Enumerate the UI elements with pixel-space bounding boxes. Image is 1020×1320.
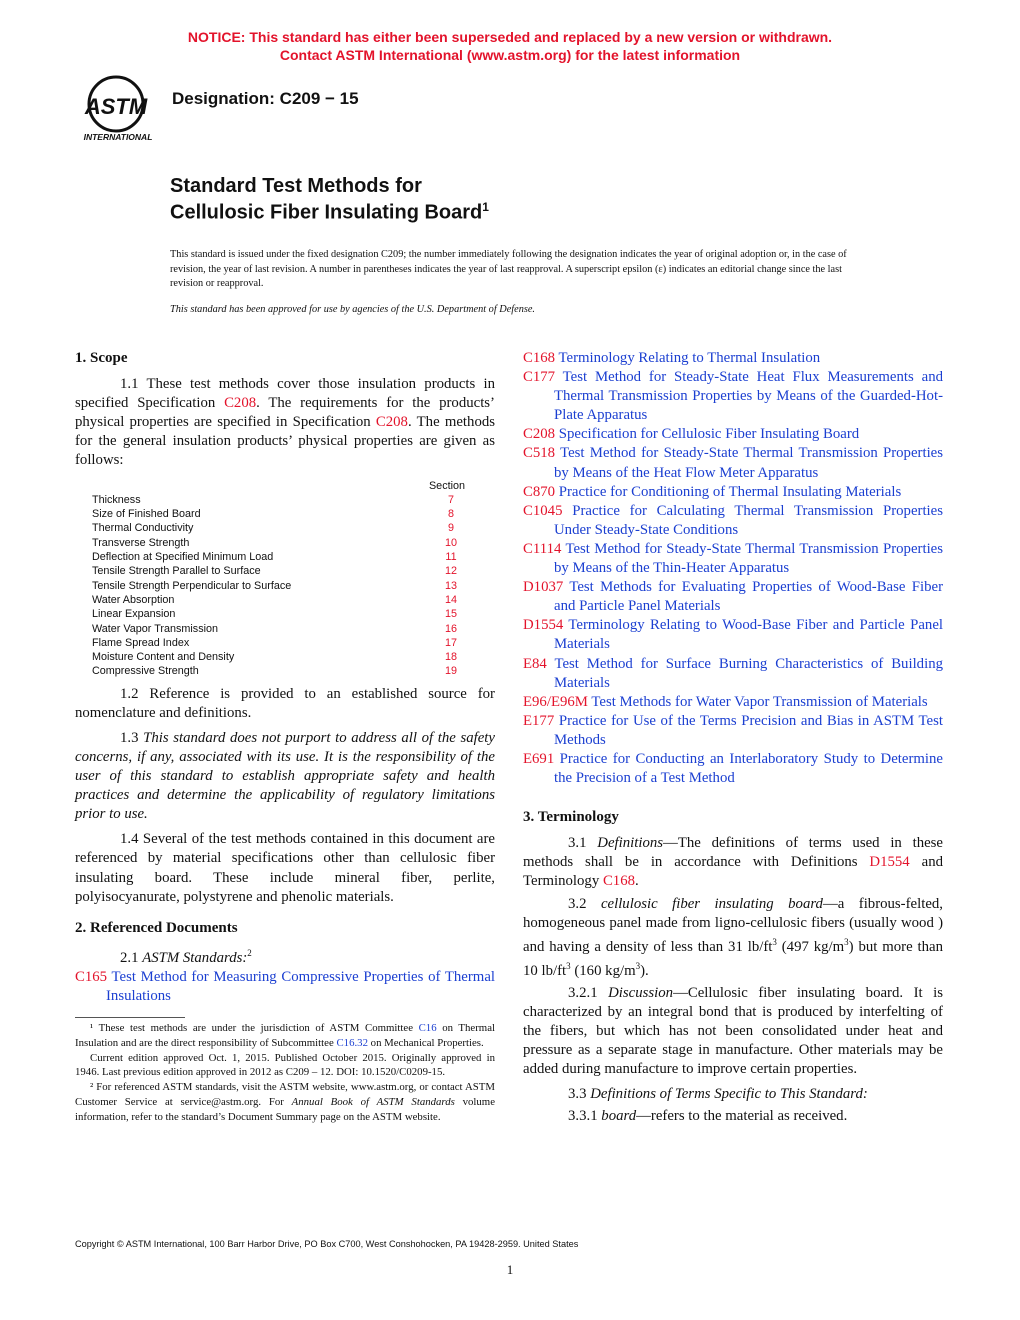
link-d1554[interactable]: D1554 (869, 854, 910, 871)
logo-text: ASTM (84, 94, 148, 119)
section-name: Compressive Strength (92, 665, 199, 678)
section-2-heading: 2. Referenced Documents (75, 919, 238, 936)
section-name: Water Vapor Transmission (92, 622, 219, 635)
reference-title-link[interactable]: Terminology Relating to Wood-Base Fiber and Particle Panel Materials (554, 617, 943, 653)
section-1-heading: 1. Scope (75, 350, 128, 366)
para-3-1: 3.1 Definitions—The definitions of terms used in these methods shall be in accordance with Definitions D1554 and Terminology C168. (523, 835, 943, 890)
reference-title-link[interactable]: Test Method for Measuring Compressive Properties of Thermal Insulations (106, 968, 495, 1004)
reference-item (523, 616, 943, 654)
reference-code-link[interactable]: D1037 (523, 579, 564, 596)
notice-banner (0, 28, 1020, 64)
reference-item (523, 712, 943, 750)
section-table-row (75, 521, 495, 535)
reference-code-link[interactable]: E96/E96M (523, 693, 588, 710)
reference-code-link[interactable]: C518 (523, 445, 556, 462)
reference-title-link[interactable]: Test Method for Steady-State Thermal Transmission Properties by Means of the Heat Flow Meter Apparatus (554, 445, 943, 481)
reference-code-link[interactable]: C1045 (523, 502, 563, 519)
link-c208-2[interactable]: C208 (375, 414, 408, 431)
section-name: Flame Spread Index (92, 636, 190, 649)
para-3-3-1: 3.3.1 board—refers to the material as received. (568, 1108, 848, 1125)
section-table-row (75, 593, 495, 607)
section-table-row (75, 664, 495, 678)
section-number-link[interactable]: 9 (447, 522, 454, 535)
section-3-heading: 3. Terminology (523, 809, 619, 826)
preamble: This standard is issued under the fixed designation C209; the number immediately following the designation indicates the year of original adoption or, in the case of revision, the year of last revision. A number in parentheses indicates the year of last reapproval. A superscript epsilon (ε) indicates an editorial change since the last revision or reapproval. (170, 249, 847, 289)
section-label: Section (428, 479, 465, 492)
section-table-row (75, 564, 495, 578)
section-number-link[interactable]: 12 (444, 565, 457, 578)
reference-item (75, 968, 495, 1006)
section-number-link[interactable]: 17 (444, 636, 457, 649)
reference-title-link[interactable]: Practice for Conducting an Interlaboratory Study to Determine the Precision of a Test Method (554, 750, 943, 787)
section-number-link[interactable]: 19 (444, 665, 457, 678)
left-column (75, 349, 495, 1006)
title-line-2: Cellulosic Fiber Insulating Board$^1$ (170, 200, 489, 224)
section-table-row (75, 550, 495, 564)
reference-code-link[interactable]: D1554 (523, 617, 564, 634)
reference-code-link[interactable]: C168 (523, 350, 556, 366)
section-number-link[interactable]: 7 (447, 493, 454, 506)
link-c16[interactable]: C16 (418, 1022, 437, 1034)
reference-code-link[interactable]: E691 (523, 750, 555, 767)
reference-item (523, 502, 943, 540)
para-1-1: 1.1 These test methods cover those insulation products in specified Specification C208. The requirements for the products’ physical properties are specified in Specification C208. The methods for the general insulation products’ physical properties are given as follows: (75, 376, 496, 469)
section-name: Thermal Conductivity (92, 522, 194, 535)
reference-code-link[interactable]: C1114 (523, 540, 562, 557)
section-number-link[interactable]: 15 (444, 608, 457, 621)
copyright: Copyright © ASTM International, 100 Barr Harbor Drive, PO Box C700, West Conshohocken, PA 19428-2959. United States (75, 1239, 579, 1249)
reference-item (523, 655, 943, 693)
designation: Designation: C209 − 15 (172, 89, 359, 108)
reference-title-link[interactable]: Practice for Calculating Thermal Transmission Properties Under Steady-State Conditions (554, 502, 943, 538)
section-table-row (75, 607, 495, 621)
section-table-row (75, 493, 495, 507)
section-name: Water Absorption (92, 593, 175, 606)
reference-code-link[interactable]: C870 (523, 483, 556, 500)
reference-title-link[interactable]: Test Method for Steady-State Heat Flux Measurements and Thermal Transmission Properties by Means of the Guarded-Hot-Plate Apparatus (554, 369, 943, 424)
reference-item (523, 425, 943, 444)
link-c208[interactable]: C208 (224, 395, 257, 412)
section-number-link[interactable]: 8 (447, 508, 454, 521)
section-name: Moisture Content and Density (92, 651, 235, 664)
section-table (75, 479, 495, 679)
page-number: 1 (506, 1262, 514, 1277)
section-table-row (75, 507, 495, 521)
reference-title-link[interactable]: Test Methods for Evaluating Properties of Wood-Base Fiber and Particle Panel Materials (554, 579, 943, 615)
reference-title-link[interactable]: Test Method for Surface Burning Characteristics of Building Materials (546, 655, 943, 691)
astm-logo-icon (74, 74, 164, 146)
footnotes (75, 1021, 495, 1125)
reference-title-link[interactable]: Test Method for Steady-State Thermal Transmission Properties by Means of the Thin-Heater Apparatus (554, 540, 943, 577)
title-footnote-ref: 1 (482, 200, 489, 214)
para-1-3: 1.3 This standard does not purport to address all of the safety concerns, if any, associated with its use. It is the responsibility of the user of this standard to establish appropriate safety and health practices and determine the applicability of regulatory limitations prior to use. (75, 729, 495, 823)
link-c16-32[interactable]: C16.32 (336, 1036, 368, 1049)
dod-approval: This standard has been approved for use by agencies of the U.S. Department of Defense. (170, 304, 536, 315)
footnote-rule (75, 1017, 185, 1018)
reference-item (523, 693, 943, 712)
footnote-2: ² For referenced ASTM standards, visit the ASTM website, www.astm.org, or contact ASTM Customer Service at service@astm.org. For Annual Book of ASTM Standards volume information, refer to the standard’s Document Summary page on the ASTM website. (75, 1081, 495, 1123)
section-name: Deflection at Specified Minimum Load (92, 551, 274, 564)
reference-title-link[interactable]: Practice for Conditioning of Thermal Insulating Materials (555, 483, 902, 500)
notice-line-2: Contact ASTM International (www.astm.org) for the latest information (279, 47, 741, 63)
reference-title-link[interactable]: Test Methods for Water Vapor Transmission of Materials (587, 693, 928, 710)
refs-right (523, 349, 943, 788)
section-name: Size of Finished Board (92, 508, 201, 521)
footnote-1-edition: Current edition approved Oct. 1, 2015. Published October 2015. Originally approved in 1946. Last previous edition approved in 2012 as C209 – 12. DOI: 10.1520/C0209-15. (75, 1051, 495, 1079)
para-2-1: 2.1 ASTM Standards:$^2$ (120, 947, 252, 966)
section-name: Tensile Strength Perpendicular to Surface (92, 579, 292, 592)
reference-code-link[interactable]: E177 (523, 712, 555, 729)
reference-code-link[interactable]: E84 (523, 655, 547, 672)
reference-item (523, 540, 943, 578)
para-1-2: 1.2 Reference is provided to an established source for nomenclature and definitions. (75, 685, 495, 721)
section-table-row (75, 579, 495, 593)
right-column (523, 349, 943, 1126)
para-3-3: 3.3 Definitions of Terms Specific to This Standard: (568, 1086, 868, 1103)
section-table-row (75, 536, 495, 550)
reference-title-link[interactable]: Terminology Relating to Thermal Insulation (555, 350, 821, 366)
section-name: Tensile Strength Parallel to Surface (92, 565, 261, 578)
section-number-link[interactable]: 14 (444, 593, 457, 606)
section-number-link[interactable]: 18 (444, 651, 457, 664)
reference-item (523, 483, 943, 502)
link-c168[interactable]: C168 (602, 873, 636, 890)
section-number-link[interactable]: 10 (444, 536, 457, 549)
reference-title-link[interactable]: Practice for Use of the Terms Precision and Bias in ASTM Test Methods (554, 712, 943, 748)
reference-item (523, 444, 943, 482)
reference-item (523, 578, 943, 616)
section-name: Transverse Strength (92, 536, 190, 549)
section-table-row (75, 650, 495, 664)
reference-item (523, 349, 943, 368)
para-1-4: 1.4 Several of the test methods contained in this document are referenced by material specifications other than cellulosic fiber insulating board. These include mineral fiber, perlite, polyisocyanurate, polystyrene and phenolic materials. (75, 831, 495, 905)
section-number-link[interactable]: 13 (444, 579, 457, 592)
title-line-1: Standard Test Methods for (170, 175, 422, 197)
reference-title-link[interactable]: Specification for Cellulosic Fiber Insulating Board (555, 426, 860, 443)
logo-subtext: INTERNATIONAL (83, 132, 153, 142)
section-name: Linear Expansion (92, 608, 176, 621)
reference-item (523, 750, 943, 788)
notice-line-1: NOTICE: This standard has either been superseded and replaced by a new version or withdrawn. (187, 29, 833, 45)
section-table-row (75, 636, 495, 650)
section-number-link[interactable]: 11 (445, 551, 457, 564)
reference-code-link[interactable]: C165 (75, 968, 108, 985)
reference-code-link[interactable]: C208 (523, 426, 556, 443)
section-name: Thickness (92, 493, 141, 506)
para-3-2-1: 3.2.1 Discussion—Cellulosic fiber insulating board. It is characterized by an integral bond that is produced by interfelting of the fibers, but which has not been consolidated under heat and pressure as a separate stage in manufacture. Other materials may be added during manufacture to improve certain properties. (523, 984, 944, 1078)
section-number-link[interactable]: 16 (444, 622, 457, 635)
footnote-1: ¹ These test methods are under the jurisdiction of ASTM Committee C16 on Thermal Insulation and are the direct responsibility of Subcommittee C16.32 on Mechanical Properties. (75, 1022, 495, 1049)
section-table-row (75, 622, 495, 636)
reference-code-link[interactable]: C177 (523, 369, 556, 386)
para-3-2: 3.2 cellulosic fiber insulating board—a fibrous-felted, homogeneous panel made from ligno-cellulosic fibers (usually wood ) and having a density of less than 31 $lb/ft^3$ (497 $kg/m^3$) but more than 10 $lb/ft^3$ (160 $kg/m^3$). (523, 895, 943, 979)
refs-left (75, 968, 495, 1006)
reference-item (523, 368, 943, 425)
